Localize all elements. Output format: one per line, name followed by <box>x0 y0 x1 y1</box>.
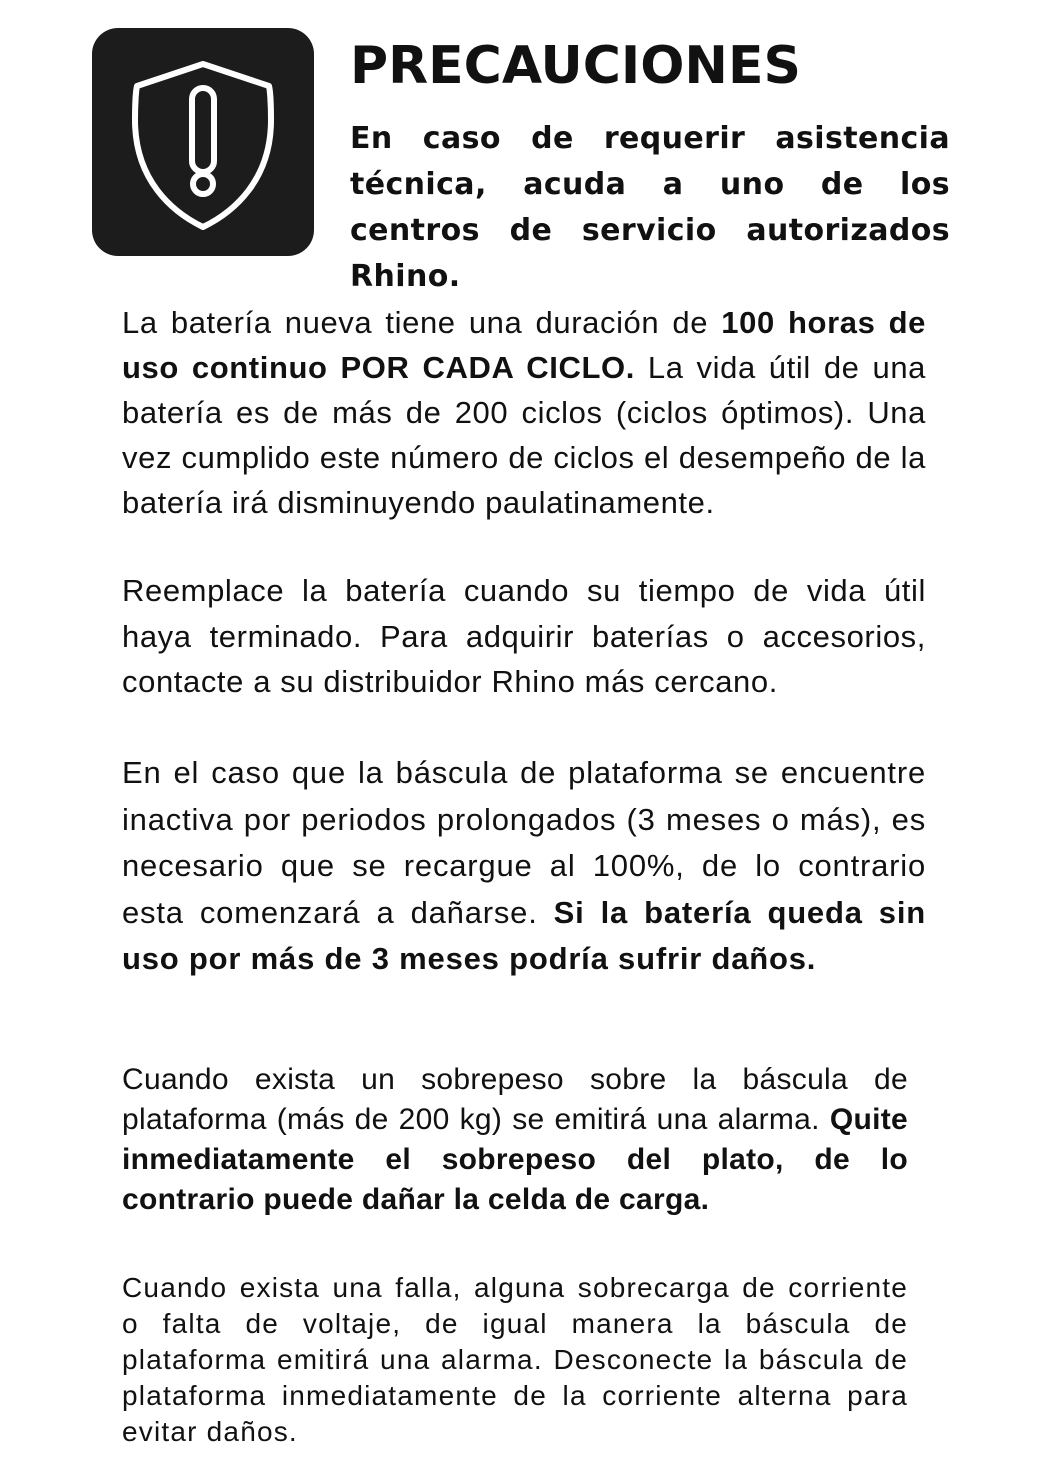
overweight-warning-bold-text: Quite inmediatamente el sobrepeso del plato, de lo contrario puede dañar la celda de carga. <box>122 1103 908 1216</box>
shield-exclamation-icon-graphic <box>92 28 314 256</box>
inactivity-text: En el caso que la báscula de plataforma se encuentre inactiva por periodos prolongados (3 meses o más), es necesario que se recargue al 100%, de lo contrario esta comenzará a dañarse. <box>122 755 926 930</box>
failure-alarm-text: Cuando exista una falla, alguna sobrecarga de corriente o falta de voltaje, de igual manera la báscula de plataforma emitirá una alarma. Desconecte la báscula de plataforma inmediatamente de la corriente alterna para evitar daños. <box>122 1272 908 1447</box>
overweight-paragraph <box>122 1060 908 1220</box>
battery-duration-text: La batería nueva tiene una duración de <box>122 305 722 340</box>
battery-replacement-paragraph <box>122 568 926 705</box>
page-title: PRECAUCIONES <box>350 36 801 96</box>
overweight-text: Cuando exista un sobrepeso sobre la báscula de plataforma (más de 200 kg) se emitirá una alarma. <box>122 1063 908 1136</box>
battery-duration-bold-text: 100 horas de uso continuo POR CADA CICLO. <box>122 305 926 385</box>
battery-cycles-text: La vida útil de una batería es de más de 200 ciclos (ciclos óptimos). Una vez cumplido este número de ciclos el desempeño de la batería irá disminuyendo paulatinamente. <box>122 350 926 520</box>
intro-text: En caso de requerir asistencia técnica, acuda a uno de los centros de servicio autorizados Rhino. <box>350 121 950 294</box>
inactivity-paragraph <box>122 750 926 983</box>
battery-duration-paragraph <box>122 300 926 525</box>
failure-alarm-paragraph <box>122 1270 908 1450</box>
battery-replacement-text: Reemplace la batería cuando su tiempo de vida útil haya terminado. Para adquirir baterías o accesorios, contacte a su distribuidor Rhino más cercano. <box>122 573 926 699</box>
inactivity-warning-bold-text: Si la batería queda sin uso por más de 3 meses podría sufrir daños. <box>122 894 926 976</box>
shield-exclamation-icon <box>92 28 314 256</box>
